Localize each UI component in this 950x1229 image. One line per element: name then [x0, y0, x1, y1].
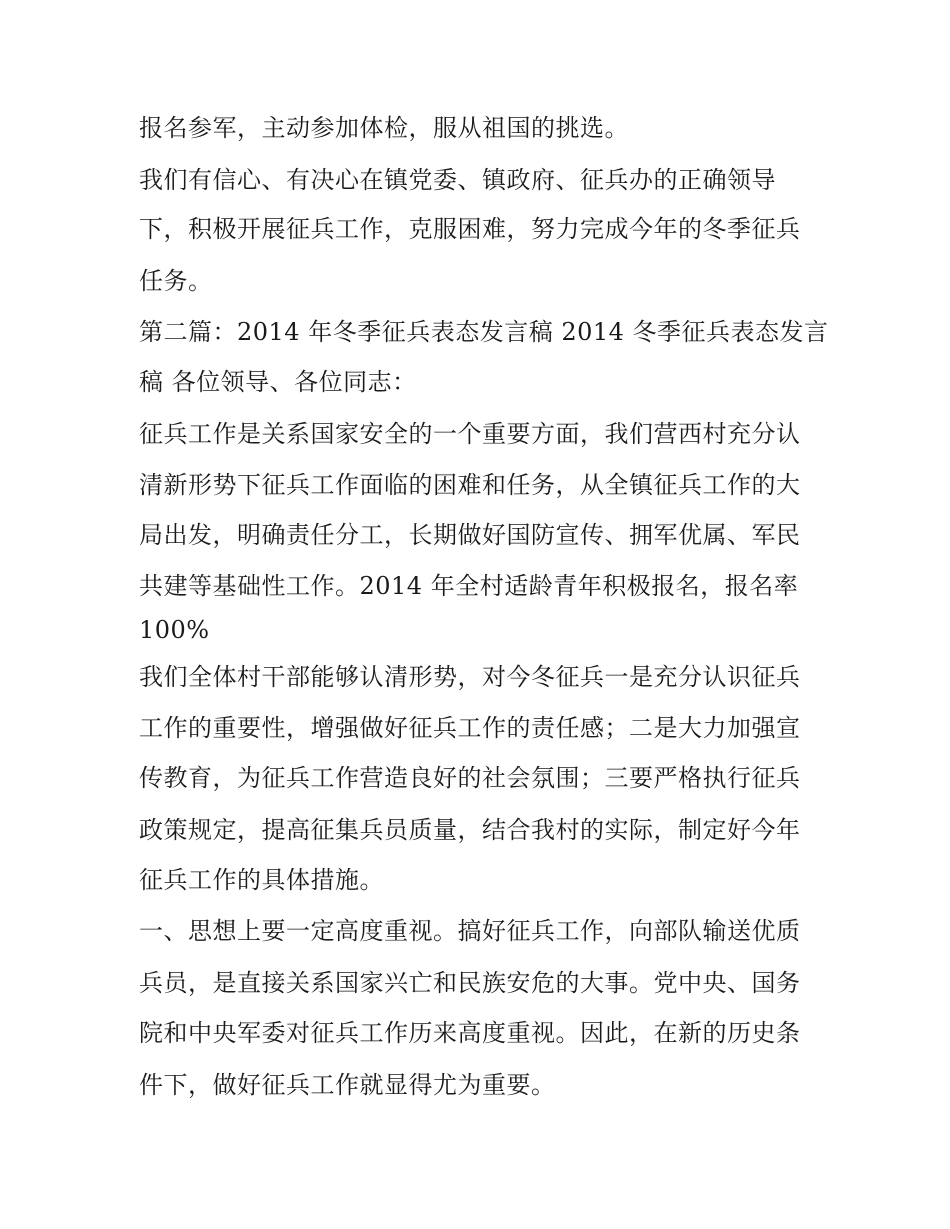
text-line: 100%	[139, 616, 210, 644]
text-line: 清新形势下征兵工作面临的困难和任务，从全镇征兵工作的大	[139, 471, 801, 499]
text-line: 政策规定，提高征集兵员质量，结合我村的实际，制定好今年	[139, 816, 801, 844]
text-line: 稿 各位领导、各位同志：	[139, 368, 417, 396]
text-line: 征兵工作是关系国家安全的一个重要方面，我们营西村充分认	[139, 420, 801, 448]
text-line: 局出发，明确责任分工，长期做好国防宣传、拥军优属、军民	[139, 521, 801, 549]
text-line: 工作的重要性，增强做好征兵工作的责任感；二是大力加强宣	[139, 714, 801, 742]
text-line: 任务。	[139, 267, 213, 295]
text-line: 第二篇：2014 年冬季征兵表态发言稿 2014 冬季征兵表态发言	[139, 318, 829, 346]
text-line: 兵员，是直接关系国家兴亡和民族安危的大事。党中央、国务	[139, 969, 801, 997]
text-line: 报名参军，主动参加体检，服从祖国的挑选。	[139, 114, 629, 142]
text-line: 下，积极开展征兵工作，克服困难，努力完成今年的冬季征兵	[139, 215, 801, 243]
text-line: 我们有信心、有决心在镇党委、镇政府、征兵办的正确领导	[139, 166, 776, 194]
text-line: 征兵工作的具体措施。	[139, 866, 384, 894]
text-line: 一、思想上要一定高度重视。搞好征兵工作，向部队输送优质	[139, 917, 801, 945]
text-line: 件下，做好征兵工作就显得尤为重要。	[139, 1071, 556, 1099]
text-line: 院和中央军委对征兵工作历来高度重视。因此，在新的历史条	[139, 1019, 801, 1047]
text-line: 我们全体村干部能够认清形势，对今冬征兵一是充分认识征兵	[139, 663, 801, 691]
text-line: 共建等基础性工作。2014 年全村适龄青年积极报名，报名率	[139, 572, 799, 600]
text-line: 传教育，为征兵工作营造良好的社会氛围；三要严格执行征兵	[139, 764, 801, 792]
